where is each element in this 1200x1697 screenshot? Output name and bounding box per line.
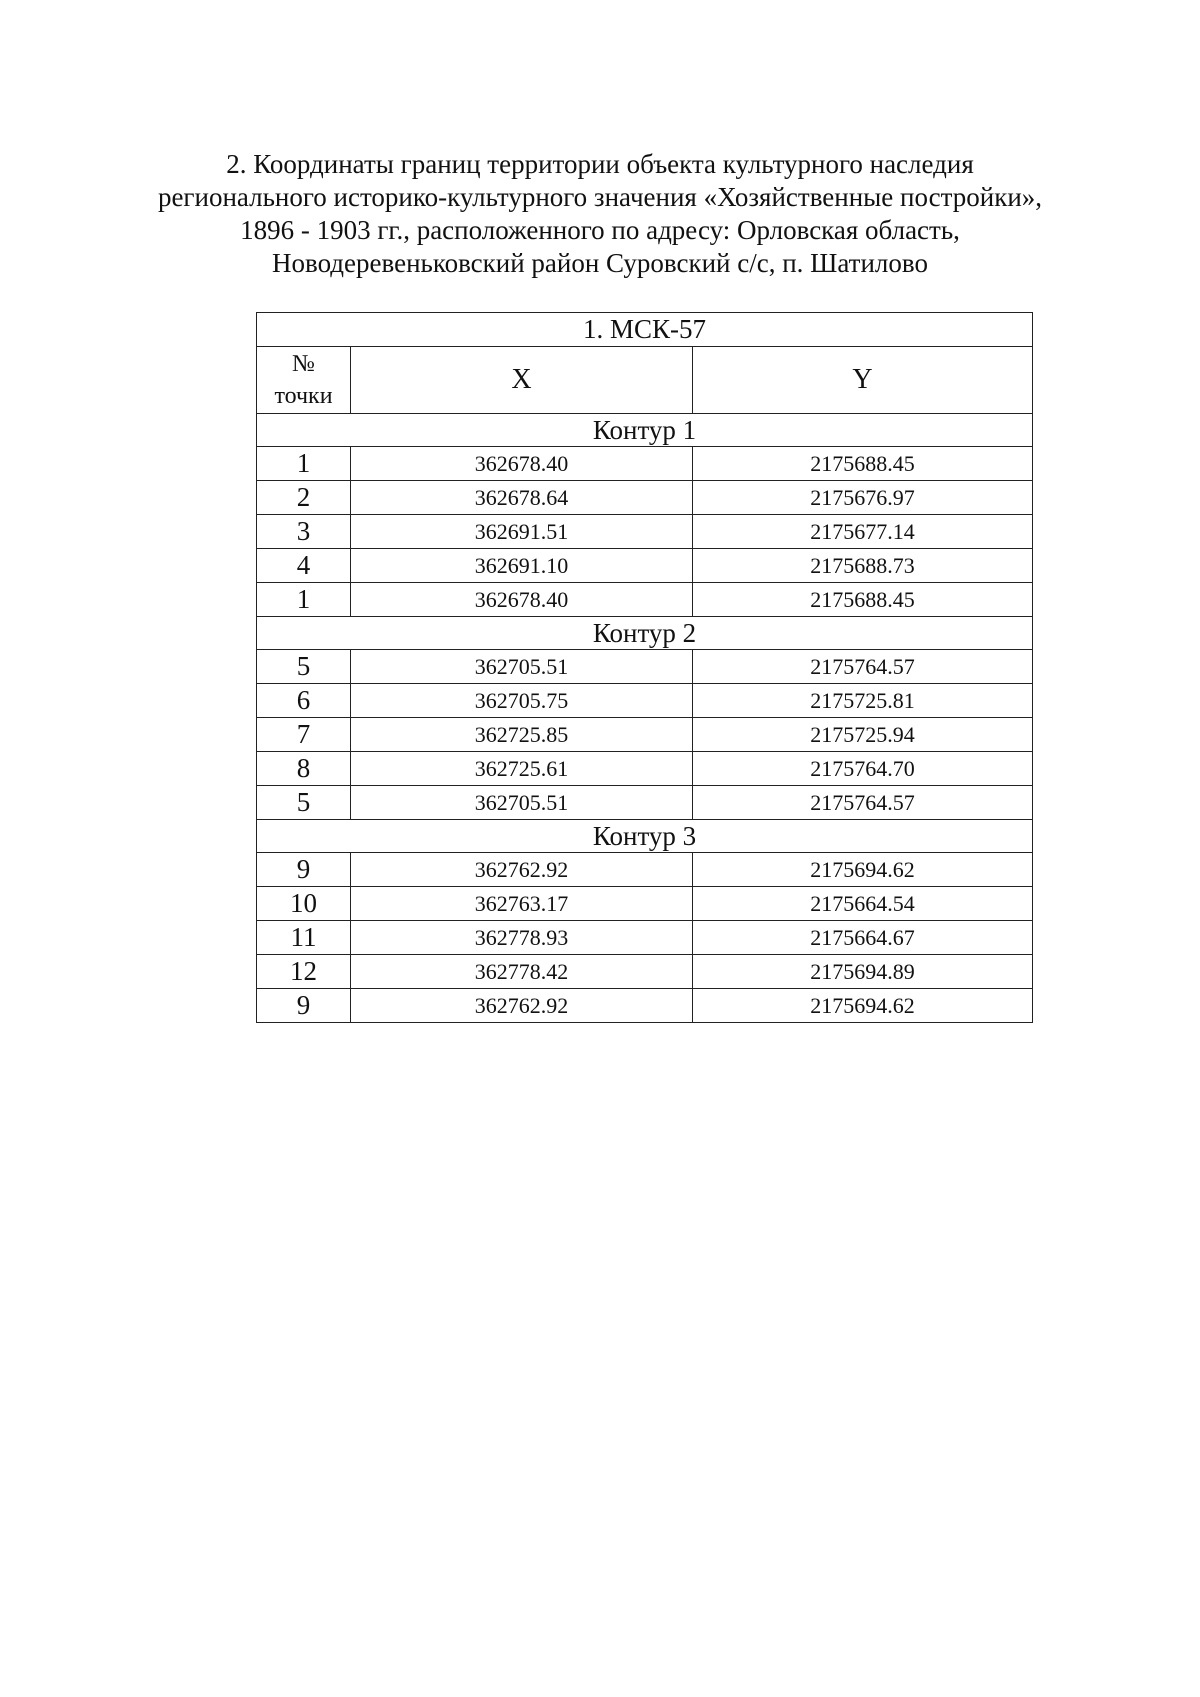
table-row — [257, 650, 1033, 684]
table-row — [257, 955, 1033, 989]
point-number-header-symbol: № — [292, 351, 315, 377]
point-number-cell: 7 — [257, 718, 351, 752]
title-line: 2. Координаты границ территории объекта культурного наследия — [226, 149, 974, 179]
contour-row — [257, 617, 1033, 650]
y-value-cell: 2175694.62 — [693, 853, 1033, 887]
table-row — [257, 786, 1033, 820]
y-value-cell: 2175688.45 — [693, 447, 1033, 481]
point-number-cell: 4 — [257, 549, 351, 583]
x-value-cell: 362705.51 — [351, 650, 693, 684]
title-line: Новодеревеньковский район Суровский с/с, п. Шатилово — [272, 248, 928, 278]
y-value-cell: 2175764.57 — [693, 650, 1033, 684]
y-value-cell: 2175764.57 — [693, 786, 1033, 820]
x-value-cell: 362678.40 — [351, 447, 693, 481]
point-number-cell: 11 — [257, 921, 351, 955]
table-row — [257, 481, 1033, 515]
point-number-cell: 1 — [257, 447, 351, 481]
y-value-cell: 2175725.81 — [693, 684, 1033, 718]
table-row — [257, 853, 1033, 887]
table-row — [257, 752, 1033, 786]
y-value-cell: 2175688.73 — [693, 549, 1033, 583]
x-value-cell: 362762.92 — [351, 853, 693, 887]
coordinates-table — [256, 312, 1033, 1023]
point-number-cell: 3 — [257, 515, 351, 549]
point-number-cell: 5 — [257, 786, 351, 820]
point-number-cell: 5 — [257, 650, 351, 684]
coordinate-system-label: 1. МСК-57 — [257, 313, 1033, 347]
table-row — [257, 583, 1033, 617]
title-line: регионального историко-культурного значения «Хозяйственные постройки», — [157, 182, 1043, 212]
contour-label: Контур 1 — [257, 414, 1033, 447]
x-value-cell: 362725.85 — [351, 718, 693, 752]
contour-label: Контур 2 — [257, 617, 1033, 650]
y-value-cell: 2175688.45 — [693, 583, 1033, 617]
y-value-cell: 2175694.62 — [693, 989, 1033, 1023]
coordinate-system-row — [257, 313, 1033, 347]
table-header-row — [257, 347, 1033, 414]
point-number-cell: 8 — [257, 752, 351, 786]
x-value-cell: 362778.42 — [351, 955, 693, 989]
x-value-cell: 362725.61 — [351, 752, 693, 786]
y-value-cell: 2175664.67 — [693, 921, 1033, 955]
point-number-cell: 9 — [257, 853, 351, 887]
title-line: 1896 - 1903 гг., расположенного по адресу: Орловская область, — [240, 215, 960, 245]
x-value-cell: 362691.51 — [351, 515, 693, 549]
y-value-cell: 2175725.94 — [693, 718, 1033, 752]
table-row — [257, 887, 1033, 921]
point-number-cell: 2 — [257, 481, 351, 515]
point-number-cell: 1 — [257, 583, 351, 617]
y-column-header: Y — [693, 347, 1033, 414]
y-value-cell: 2175664.54 — [693, 887, 1033, 921]
contour-label: Контур 3 — [257, 820, 1033, 853]
point-number-cell: 6 — [257, 684, 351, 718]
point-number-header — [257, 347, 351, 414]
x-value-cell: 362691.10 — [351, 549, 693, 583]
x-column-header: X — [351, 347, 693, 414]
table-row — [257, 921, 1033, 955]
y-value-cell: 2175694.89 — [693, 955, 1033, 989]
contour-row — [257, 414, 1033, 447]
x-value-cell: 362678.40 — [351, 583, 693, 617]
table-row — [257, 684, 1033, 718]
table-row — [257, 718, 1033, 752]
point-number-cell: 9 — [257, 989, 351, 1023]
x-value-cell: 362762.92 — [351, 989, 693, 1023]
y-value-cell: 2175676.97 — [693, 481, 1033, 515]
table-row — [257, 447, 1033, 481]
x-value-cell: 362778.93 — [351, 921, 693, 955]
point-number-cell: 12 — [257, 955, 351, 989]
y-value-cell: 2175677.14 — [693, 515, 1033, 549]
table-row — [257, 549, 1033, 583]
x-value-cell: 362678.64 — [351, 481, 693, 515]
document-title — [150, 148, 1050, 280]
point-number-cell: 10 — [257, 887, 351, 921]
table-row — [257, 515, 1033, 549]
contour-row — [257, 820, 1033, 853]
x-value-cell: 362763.17 — [351, 887, 693, 921]
y-value-cell: 2175764.70 — [693, 752, 1033, 786]
x-value-cell: 362705.75 — [351, 684, 693, 718]
point-number-header-word: точки — [274, 383, 333, 409]
table-row — [257, 989, 1033, 1023]
x-value-cell: 362705.51 — [351, 786, 693, 820]
